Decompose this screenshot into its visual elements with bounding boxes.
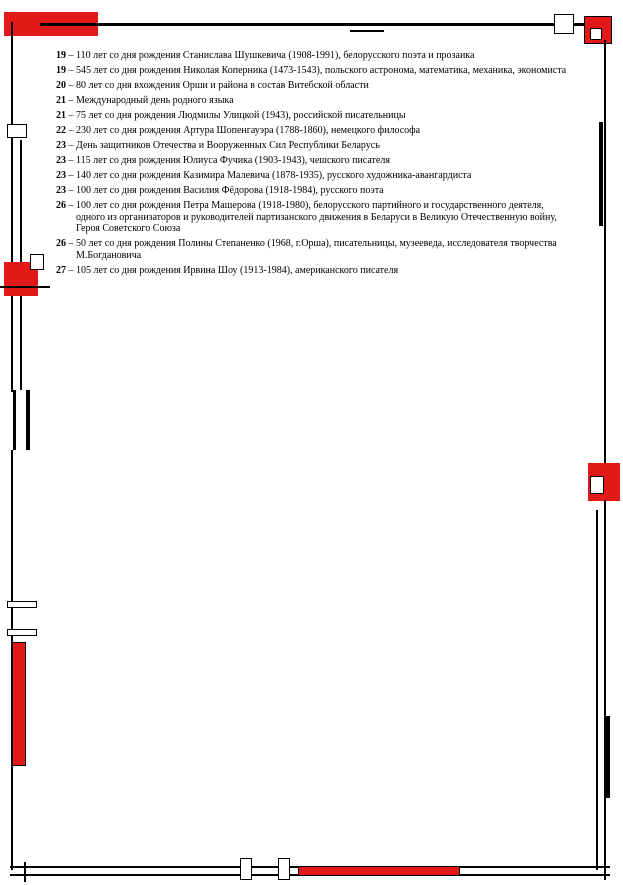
event-dash: – <box>66 200 76 211</box>
event-day: 21 <box>56 95 66 106</box>
frame-white-square-left <box>30 254 44 270</box>
event-dash: – <box>66 65 76 76</box>
event-entry <box>56 50 571 62</box>
event-day: 22 <box>56 125 66 136</box>
event-day: 19 <box>56 50 66 61</box>
event-entry <box>56 80 571 92</box>
event-day: 23 <box>56 170 66 181</box>
frame-white-square-left-upper <box>7 124 27 138</box>
frame-red-bar-left <box>12 642 26 766</box>
frame-line-right-upper-thick <box>599 122 603 226</box>
event-text: 115 лет со дня рождения Юлиуса Фучика (1903-1943), чешского писателя <box>76 155 390 166</box>
event-text: 75 лет со дня рождения Людмилы Улицкой (1943), российской писательницы <box>76 110 406 121</box>
event-text: Международный день родного языка <box>76 95 234 106</box>
event-text: 100 лет со дня рождения Петра Машерова (1918-1980), белорусского партийного и государственного деятеля, одного из организаторов и руководителей партизанского движения в Беларуси в Великую Отечественную войну, Героя Советского Союза <box>76 200 557 234</box>
event-text: 50 лет со дня рождения Полины Степаненко (1968, г.Орша), писательницы, музееведа, исследователя творчества М.Богдановича <box>76 238 557 261</box>
frame-white-square-right <box>590 476 604 494</box>
event-day: 26 <box>56 200 66 211</box>
frame-white-square-top-right-inner <box>590 28 602 40</box>
event-day: 23 <box>56 185 66 196</box>
event-dash: – <box>66 238 76 249</box>
event-day: 27 <box>56 264 66 276</box>
event-dash: – <box>66 264 76 276</box>
event-text: 100 лет со дня рождения Василия Фёдорова (1918-1984), русского поэта <box>76 185 384 196</box>
event-entry <box>56 265 571 277</box>
frame-line-right-lower-thick <box>606 716 610 798</box>
event-dash: – <box>66 185 76 196</box>
frame-line-left-horizontal <box>0 286 50 288</box>
frame-white-square-bottom-1 <box>240 858 252 880</box>
event-entry <box>56 238 571 261</box>
frame-white-square-bottom-2 <box>278 858 290 880</box>
event-entry <box>56 140 571 152</box>
event-day: 21 <box>56 110 66 121</box>
event-day: 26 <box>56 238 66 249</box>
event-entry <box>56 170 571 182</box>
frame-white-square-top-right <box>554 14 574 34</box>
frame-white-bar-left-1 <box>7 601 37 608</box>
event-dash: – <box>66 110 76 121</box>
event-text: 105 лет со дня рождения Ирвина Шоу (1913-1984), американского писателя <box>76 264 399 276</box>
frame-red-bar-bottom <box>298 866 460 876</box>
event-dash: – <box>66 155 76 166</box>
event-text: 545 лет со дня рождения Николая Коперника (1473-1543), польского астронома, математика, механика, экономиста <box>76 65 567 76</box>
event-dash: – <box>66 170 76 181</box>
frame-line-right-lower <box>604 500 606 880</box>
frame-line-right-upper <box>604 40 606 468</box>
events-list <box>56 50 571 280</box>
event-text: 230 лет со дня рождения Артура Шопенгауэра (1788-1860), немецкого философа <box>76 125 421 136</box>
frame-line-left-mid-2 <box>26 390 30 450</box>
event-dash: – <box>66 50 76 61</box>
event-day: 23 <box>56 140 66 151</box>
event-entry <box>56 200 571 235</box>
event-entry <box>56 110 571 122</box>
event-dash: – <box>66 125 76 136</box>
event-day: 23 <box>56 155 66 166</box>
event-entry <box>56 125 571 137</box>
event-dash: – <box>66 95 76 106</box>
frame-line-bottom-left-vertical <box>24 862 26 882</box>
event-day: 20 <box>56 80 66 91</box>
event-dash: – <box>66 80 76 91</box>
frame-line-left <box>11 22 13 392</box>
frame-white-bar-left-2 <box>7 629 37 636</box>
frame-line-top-short <box>350 30 384 32</box>
event-day: 19 <box>56 65 66 76</box>
event-entry <box>56 155 571 167</box>
frame-line-left-mid-1 <box>13 390 16 450</box>
event-entry <box>56 95 571 107</box>
event-text: 140 лет со дня рождения Казимира Малевича (1878-1935), русского художника-авангардиста <box>76 170 472 181</box>
event-dash: – <box>66 140 76 151</box>
event-entry <box>56 185 571 197</box>
event-entry <box>56 65 571 77</box>
event-text: 110 лет со дня рождения Станислава Шушкевича (1908-1991), белорусского поэта и прозаика <box>76 50 475 61</box>
event-text: 80 лет со дня вхождения Орши и района в состав Витебской области <box>76 80 369 91</box>
event-text: День защитников Отечества и Вооруженных Сил Республики Беларусь <box>76 140 380 151</box>
frame-line-right-lower-inner <box>596 510 598 870</box>
frame-line-top <box>40 23 595 26</box>
